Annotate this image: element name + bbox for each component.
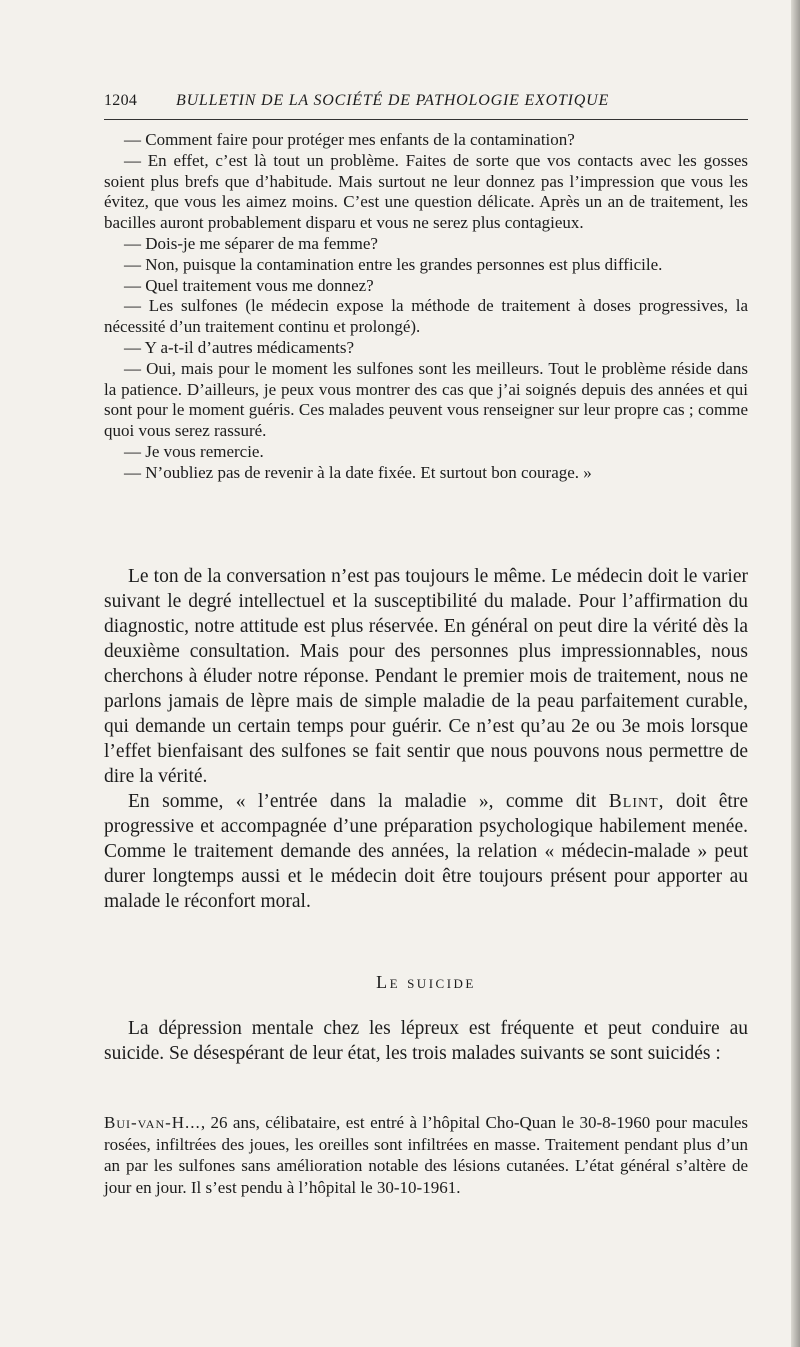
dialogue-line: — Comment faire pour protéger mes enfants de la contamination?: [124, 130, 575, 149]
header-rule: [104, 119, 748, 120]
case-text: , 26 ans, célibataire, est entré à l’hôpital Cho-Quan le 30-8-1960 pour macules rosées, infiltrées des joues, les oreilles sont infiltrées en masse. Traitement pendant plus d’un an par les sulfones sans amélioration notable des lésions cutanées. L’état général s’altère de jour en jour. Il s’est pendu à l’hôpital le 30-10-1961.: [104, 1113, 748, 1197]
running-header: [104, 92, 724, 116]
section-heading: Le suicide: [376, 972, 476, 992]
dialogue-line: — Non, puisque la contamination entre les grandes personnes est plus difficile.: [124, 254, 663, 274]
dialogue-line: — Les sulfones (le médecin expose la méthode de traitement à doses progressives, la nécessité d’un traitement continu et prolongé).: [104, 296, 748, 337]
dialogue-line: — N’oubliez pas de revenir à la date fixée. Et surtout bon courage. »: [124, 462, 592, 482]
dialogue-line: — Y a-t-il d’autres médicaments?: [124, 337, 355, 357]
dialogue-block: [104, 130, 748, 484]
body-block: [104, 564, 748, 914]
dialogue-line: — Je vous remercie.: [124, 441, 264, 461]
case-paragraph: [104, 1112, 748, 1198]
section-paragraph: La dépression mentale chez les lépreux est fréquente et peut conduire au suicide. Se désespérant de leur état, les trois malades suivants se sont suicidés :: [104, 1018, 748, 1064]
case-block: [104, 1112, 748, 1198]
dialogue-line: — En effet, c’est là tout un problème. Faites de sorte que vos contacts avec les gosses soient plus brefs que d’habitude. Mais surtout ne leur donnez pas l’impression que vous les évitez, que vous les aimez moins. C’est une question délicate. Après un an de traitement, les bacilles auront probablement disparu et vous ne serez plus contagieux.: [104, 150, 748, 233]
dialogue-line: — Oui, mais pour le moment les sulfones sont les meilleurs. Tout le problème réside dans la patience. D’ailleurs, je peux vous montrer des cas que j’ai soignés depuis des années et qui sont pour le moment guéris. Ces malades peuvent vous renseigner sur leur propre cas ; comme quoi vous serez rassuré.: [104, 358, 748, 441]
author-name: Blint: [608, 791, 659, 812]
body-paragraph: Le ton de la conversation n’est pas toujours le même. Le médecin doit le varier suivant le degré intellectuel et la susceptibilité du malade. Pour l’affirmation du diagnostic, notre attitude est plus réservée. En général on peut dire la vérité dès la deuxième consultation. Mais pour des personnes plus impressionnables, nous cherchons à éluder notre réponse. Pendant le premier mois de traitement, nous ne parlons jamais de lèpre mais de simple maladie de la peau parfaitement curable, qui demande un certain temps pour guérir. Ce n’est qu’au 2e ou 3e mois lorsque l’effet bienfaisant des sulfones se fait sentir que nous pouvons nous permettre de dire la vérité.: [104, 566, 748, 787]
body-paragraph-2: [104, 789, 748, 914]
section-block: [104, 1016, 748, 1066]
para2-start: En somme, « l’entrée dans la maladie », comme dit: [128, 791, 609, 812]
page-number: 1204: [104, 92, 138, 109]
dialogue-line: — Dois-je me séparer de ma femme?: [124, 233, 378, 253]
dialogue-line: — Quel traitement vous me donnez?: [124, 275, 374, 295]
page-edge: [791, 0, 800, 1347]
journal-title: BULLETIN DE LA SOCIÉTÉ DE PATHOLOGIE EXOTIQUE: [176, 92, 610, 109]
para2-end: , doit être progressive et accompagnée d’une préparation psychologique habilement menée. Comme le traitement demande des années, la relation « médecin-malade » peut durer longtemps aussi et le médecin doit être toujours présent pour apporter au malade le réconfort moral.: [104, 791, 748, 912]
patient-name: Bui-van-H...: [104, 1113, 201, 1132]
